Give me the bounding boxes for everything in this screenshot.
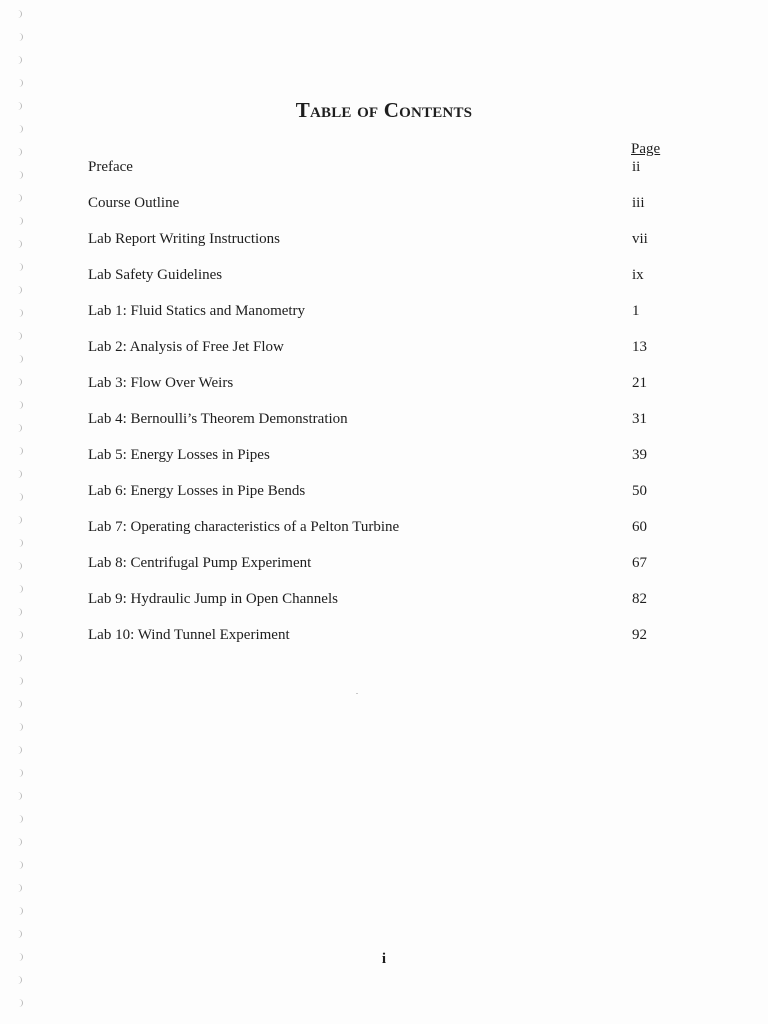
binding-mark	[18, 332, 22, 340]
toc-entry	[88, 555, 668, 577]
binding-mark	[18, 654, 22, 662]
toc-entry-title: Lab Safety Guidelines	[88, 267, 223, 283]
toc-entry-page: ix	[632, 267, 644, 283]
toc-entry-title: Lab 7: Operating characteristics of a Pelton Turbine	[88, 519, 400, 535]
binding-hole-marks	[14, 10, 26, 1014]
toc-entry	[88, 483, 668, 505]
binding-mark	[19, 33, 23, 41]
toc-entry-page: 50	[632, 483, 647, 499]
toc-entry	[88, 591, 668, 613]
toc-entry	[88, 519, 668, 541]
toc-entry-page: vii	[632, 231, 648, 247]
binding-mark	[19, 815, 23, 823]
toc-entry-page: 13	[632, 339, 647, 355]
toc-entry	[88, 159, 668, 181]
toc-entry	[88, 195, 668, 217]
toc-entry	[88, 447, 668, 469]
toc-entry-page: ii	[632, 159, 641, 175]
binding-mark	[18, 792, 22, 800]
toc-entry-title: Course Outline	[88, 195, 180, 211]
binding-mark	[19, 999, 23, 1007]
toc-entry-page: 60	[632, 519, 647, 535]
binding-mark	[18, 10, 22, 18]
binding-mark	[18, 56, 22, 64]
toc-entry	[88, 339, 668, 361]
toc-entry-title: Lab 2: Analysis of Free Jet Flow	[88, 339, 284, 355]
binding-mark	[19, 263, 23, 271]
binding-mark	[19, 677, 23, 685]
binding-mark	[18, 194, 22, 202]
toc-entry-page: 67	[632, 555, 647, 571]
toc-entry-title: Lab 1: Fluid Statics and Manometry	[88, 303, 306, 319]
binding-mark	[19, 355, 23, 363]
binding-mark	[18, 976, 22, 984]
binding-mark	[19, 171, 23, 179]
toc-entry-page: 31	[632, 411, 647, 427]
binding-mark	[19, 907, 23, 915]
toc-entry-page: 92	[632, 627, 647, 643]
binding-mark	[19, 631, 23, 639]
binding-mark	[19, 493, 23, 501]
binding-mark	[18, 470, 22, 478]
toc-entry	[88, 231, 668, 253]
toc-entry-title: Lab Report Writing Instructions	[88, 231, 281, 247]
binding-mark	[18, 746, 22, 754]
toc-entry-title: Lab 8: Centrifugal Pump Experiment	[88, 555, 312, 571]
scan-speck	[356, 693, 358, 694]
binding-mark	[19, 401, 23, 409]
binding-mark	[19, 861, 23, 869]
binding-mark	[18, 378, 22, 386]
binding-mark	[19, 309, 23, 317]
toc-entry-title: Lab 4: Bernoulli’s Theorem Demonstration	[88, 411, 348, 427]
binding-mark	[19, 79, 23, 87]
binding-mark	[18, 838, 22, 846]
toc-entry	[88, 267, 668, 289]
toc-entry-page: 21	[632, 375, 647, 391]
toc-entry	[88, 627, 668, 649]
binding-mark	[19, 217, 23, 225]
binding-mark	[18, 700, 22, 708]
binding-mark	[18, 930, 22, 938]
binding-mark	[18, 884, 22, 892]
toc-entry	[88, 411, 668, 433]
page-number: i	[381, 951, 387, 967]
binding-mark	[18, 148, 22, 156]
page-column-header: Page	[631, 141, 661, 157]
toc-entry-page: iii	[632, 195, 645, 211]
binding-mark	[18, 424, 22, 432]
toc-entry-page: 39	[632, 447, 647, 463]
toc-entry-title: Lab 9: Hydraulic Jump in Open Channels	[88, 591, 338, 607]
toc-entry	[88, 303, 668, 325]
binding-mark	[18, 562, 22, 570]
toc-entry-title: Lab 6: Energy Losses in Pipe Bends	[88, 483, 306, 499]
binding-mark	[19, 539, 23, 547]
toc-entry-title: Preface	[88, 159, 133, 175]
toc-entry-page: 82	[632, 591, 647, 607]
binding-mark	[19, 125, 23, 133]
toc-entry-title: Lab 3: Flow Over Weirs	[88, 375, 234, 391]
toc-entry-title: Lab 10: Wind Tunnel Experiment	[88, 627, 290, 643]
binding-mark	[19, 585, 23, 593]
binding-mark	[19, 447, 23, 455]
binding-mark	[18, 608, 22, 616]
binding-mark	[19, 769, 23, 777]
binding-mark	[18, 286, 22, 294]
toc-entry-page: 1	[632, 303, 640, 319]
binding-mark	[18, 240, 22, 248]
page-title: Table of Contents	[295, 98, 473, 122]
toc-entry	[88, 375, 668, 397]
binding-mark	[19, 723, 23, 731]
toc-entry-title: Lab 5: Energy Losses in Pipes	[88, 447, 270, 463]
binding-mark	[18, 516, 22, 524]
